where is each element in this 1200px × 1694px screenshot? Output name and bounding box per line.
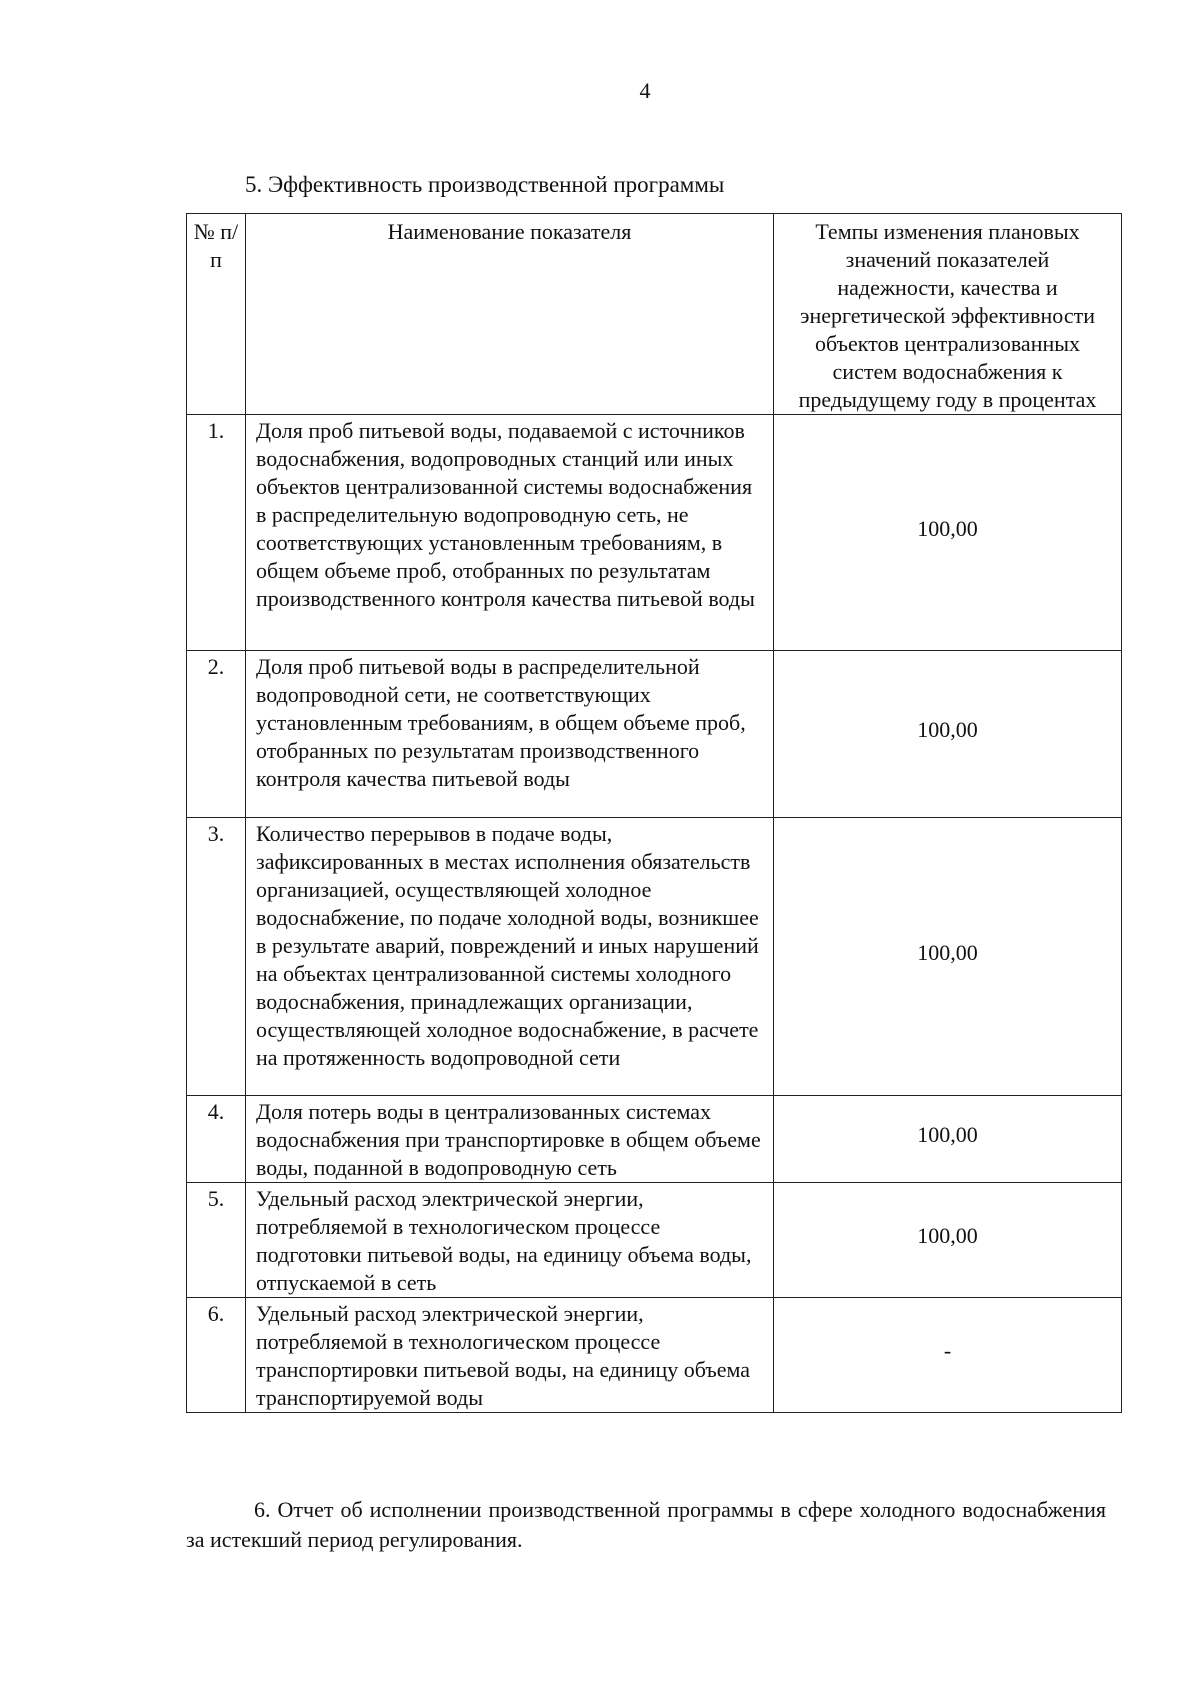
row-indicator-name: Доля проб питьевой воды, подаваемой с источников водоснабжения, водопроводных станций или иных объектов централизованной системы водоснабжения в распределительную водопроводную сеть, не соответствующих установленным требованиям, в общем объеме проб, отобранных по результатам производственного контроля качества питьевой воды [246,415,774,651]
row-number: 2. [187,651,246,818]
section-title: 5. Эффективность производственной программы [245,172,725,197]
row-value: 100,00 [774,415,1122,651]
row-number: 4. [187,1096,246,1183]
table-row [187,1096,1122,1183]
row-indicator-name: Доля проб питьевой воды в распределительной водопроводной сети, не соответствующих установленным требованиям, в общем объеме проб, отобранных по результатам производственного контроля качества питьевой воды [246,651,774,818]
row-number: 6. [187,1298,246,1413]
row-value: 100,00 [774,818,1122,1096]
row-indicator-name: Удельный расход электрической энергии, потребляемой в технологическом процессе подготовки питьевой воды, на единицу объема воды, отпускаемой в сеть [246,1183,774,1298]
column-header-rate: Темпы изменения плановых значений показателей надежности, качества и энергетической эффективности объектов централизованных систем водоснабжения к предыдущему году в процентах [774,214,1122,415]
row-number: 5. [187,1183,246,1298]
column-header-number: № п/п [187,214,246,415]
column-header-name: Наименование показателя [246,214,774,415]
row-value: 100,00 [774,1096,1122,1183]
table-row [187,651,1122,818]
row-indicator-name: Удельный расход электрической энергии, потребляемой в технологическом процессе транспортировки питьевой воды, на единицу объема транспортируемой воды [246,1298,774,1413]
page-number: 4 [639,78,651,103]
table-header-row [187,214,1122,415]
row-indicator-name: Доля потерь воды в централизованных системах водоснабжения при транспортировке в общем объеме воды, поданной в водопроводную сеть [246,1096,774,1183]
row-number: 1. [187,415,246,651]
indicators-table [186,213,1122,1413]
table-row [187,1298,1122,1413]
row-value: - [774,1298,1122,1413]
row-value: 100,00 [774,651,1122,818]
row-number: 3. [187,818,246,1096]
row-value: 100,00 [774,1183,1122,1298]
report-paragraph: 6. Отчет об исполнении производственной программы в сфере холодного водоснабжения за истекший период регулирования. [186,1497,1106,1552]
table-row [187,818,1122,1096]
row-indicator-name: Количество перерывов в подаче воды, зафиксированных в местах исполнения обязательств организацией, осуществляющей холодное водоснабжение, по подаче холодной воды, возникшее в результате аварий, повреждений и иных нарушений на объектах централизованной системы холодного водоснабжения, принадлежащих организации, осуществляющей холодное водоснабжение, в расчете на протяженность водопроводной сети [246,818,774,1096]
table-row [187,1183,1122,1298]
table-row [187,415,1122,651]
